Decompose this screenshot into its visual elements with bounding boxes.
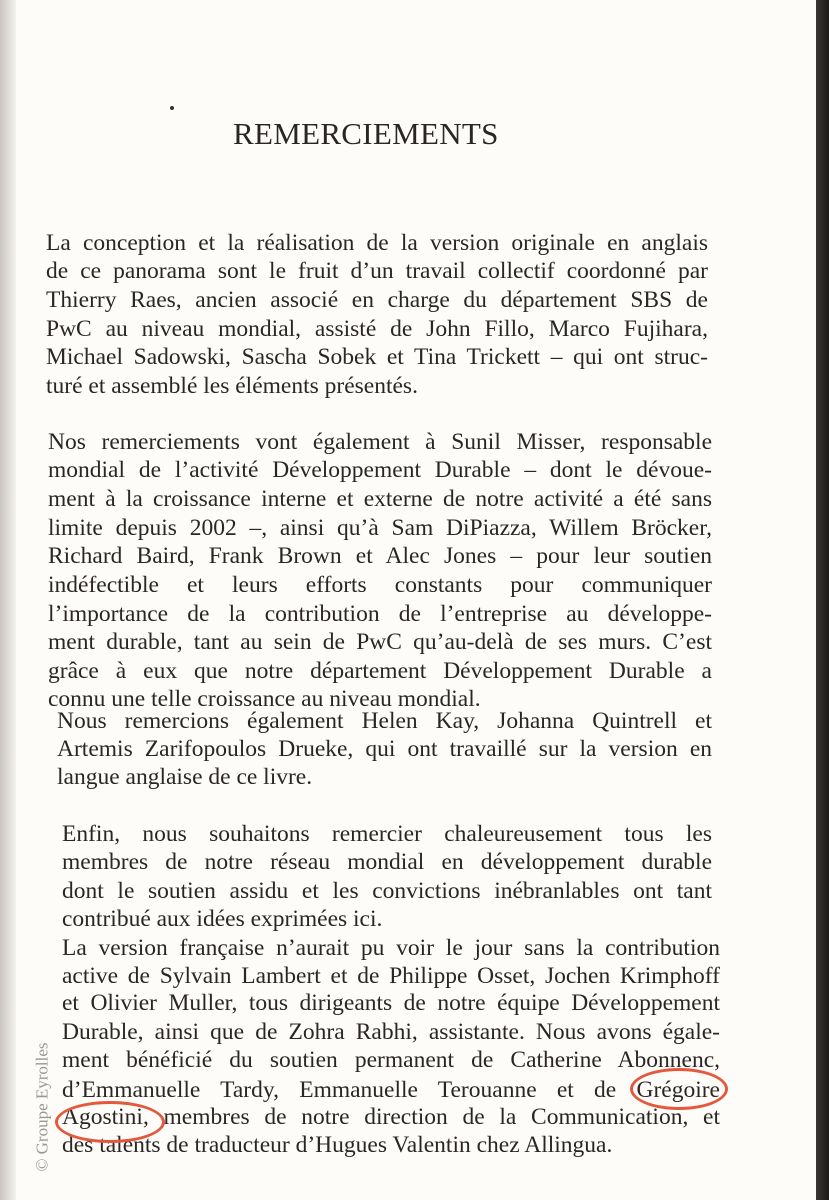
paragraph-1-line: turé et assemblé les éléments présentés. bbox=[46, 373, 418, 399]
ink-speck bbox=[170, 106, 174, 110]
paragraph-4-line: dont le soutien assidu et les convictions inébranlables ont tant bbox=[62, 878, 712, 904]
paragraph-5-line: et Olivier Muller, tous dirigeants de notre équipe Développement bbox=[62, 990, 720, 1016]
paragraph-5-line: La version française n’aurait pu voir le jour sans la contribution bbox=[62, 935, 720, 961]
paragraph-1-line: Thierry Raes, ancien associé en charge du département SBS de bbox=[46, 287, 708, 313]
paragraph-2-line: ment à la croissance interne et externe de notre activité a été sans bbox=[48, 486, 712, 512]
page-gutter-shadow bbox=[0, 0, 16, 1200]
paragraph-2-line: ment durable, tant au sein de PwC qu’au-delà de ses murs. C’est bbox=[48, 629, 712, 655]
page-title: REMERCIEMENTS bbox=[233, 116, 499, 151]
paragraph-2-line: grâce à eux que notre département Développement Durable a bbox=[48, 658, 712, 684]
paragraph-2-line: Nos remerciements vont également à Sunil Misser, responsable bbox=[48, 429, 712, 455]
paragraph-2-line: mondial de l’activité Développement Durable – dont le dévoue- bbox=[48, 457, 712, 483]
copyright-watermark: © Groupe Eyrolles bbox=[32, 1042, 52, 1172]
paragraph-3-line: Artemis Zarifopoulos Drueke, qui ont travaillé sur la version en bbox=[57, 736, 712, 762]
paragraph-5-line: Agostini, membres de notre direction de la Communication, et bbox=[62, 1104, 720, 1130]
paragraph-5-line: ment bénéficié du soutien permanent de Catherine Abonnenc, bbox=[62, 1047, 720, 1073]
paragraph-4-line: Enfin, nous souhaitons remercier chaleureusement tous les bbox=[62, 821, 712, 847]
paragraph-2-line: limite depuis 2002 –, ainsi qu’à Sam DiPiazza, Willem Bröcker, bbox=[48, 515, 712, 541]
paragraph-2-line: connu une telle croissance au niveau mondial. bbox=[48, 686, 481, 712]
paragraph-3-line: Nous remercions également Helen Kay, Johanna Quintrell et bbox=[57, 708, 712, 734]
paragraph-5-line: active de Sylvain Lambert et de Philippe Osset, Jochen Krimphoff bbox=[62, 963, 720, 989]
paragraph-5-line: Durable, ainsi que de Zohra Rabhi, assistante. Nous avons égale- bbox=[62, 1019, 720, 1045]
paragraph-2-line: Richard Baird, Frank Brown et Alec Jones – pour leur soutien bbox=[48, 543, 712, 569]
paragraph-1-line: Michael Sadowski, Sascha Sobek et Tina Trickett – qui ont struc- bbox=[46, 344, 708, 370]
highlight-circle-gregoire bbox=[630, 1068, 728, 1110]
paragraph-3-line: langue anglaise de ce livre. bbox=[57, 764, 313, 790]
paragraph-4-line: contribué aux idées exprimées ici. bbox=[62, 906, 383, 932]
paragraph-1-line: La conception et la réalisation de la version originale en anglais bbox=[46, 230, 708, 256]
page-edge-dark bbox=[816, 0, 829, 1200]
paragraph-2-line: l’importance de la contribution de l’entreprise au développe- bbox=[48, 601, 712, 627]
paragraph-1-line: PwC au niveau mondial, assisté de John Fillo, Marco Fujihara, bbox=[46, 316, 708, 342]
paragraph-2-line: indéfectible et leurs efforts constants pour communiquer bbox=[48, 572, 712, 598]
paragraph-1-line: de ce panorama sont le fruit d’un travail collectif coordonné par bbox=[46, 258, 708, 284]
paragraph-5-line: des talents de traducteur d’Hugues Valentin chez Allingua. bbox=[62, 1132, 613, 1158]
highlight-circle-agostini bbox=[55, 1101, 165, 1143]
paragraph-5-line: d’Emmanuelle Tardy, Emmanuelle Terouanne et de Grégoire bbox=[62, 1077, 720, 1103]
paragraph-4-line: membres de notre réseau mondial en développement durable bbox=[62, 849, 712, 875]
